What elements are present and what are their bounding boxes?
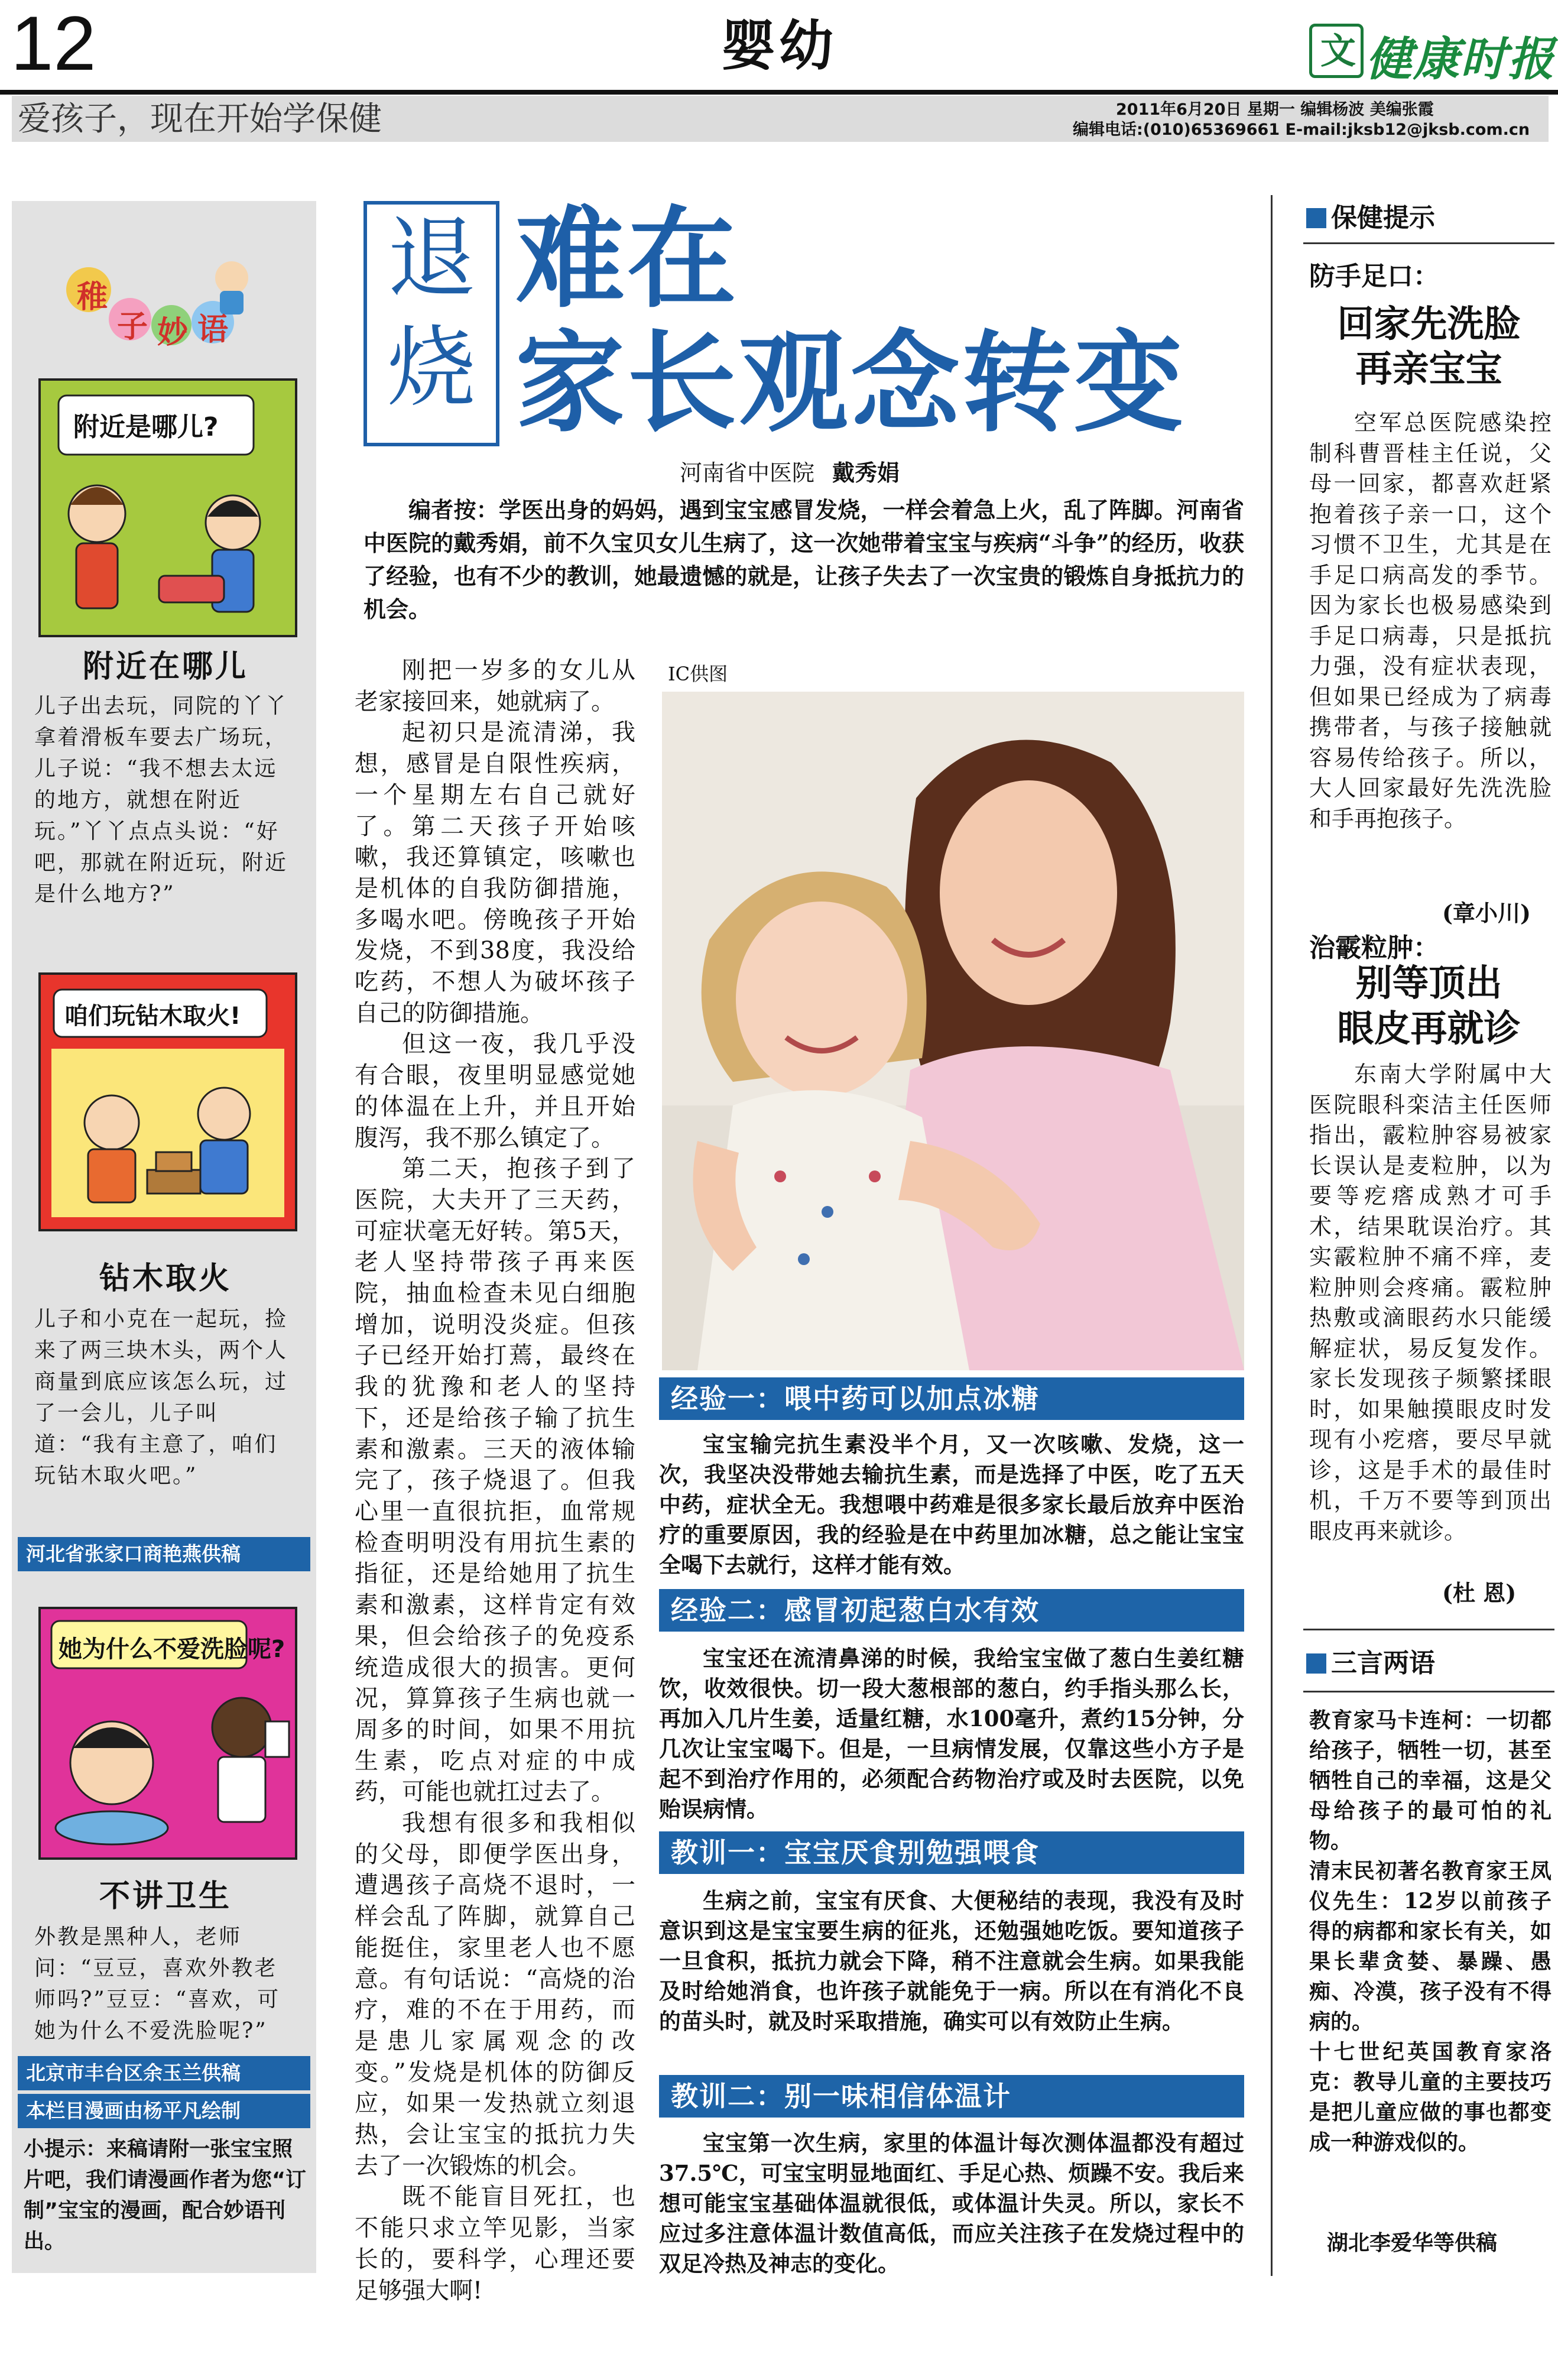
tip-1-kicker: 防手足口： [1309,261,1439,291]
tip-2-title-line-2: 眼皮再就诊 [1337,1007,1521,1050]
cartoon-1-text: 儿子出去玩，同院的丫丫拿着滑板车要去广场玩，儿子说：“我不想去太远的地方，就想在附近玩。”丫丫点点头说：“好吧，那就在附近玩，附近是什么地方?” [34,694,288,906]
cartoon-2-title: 钻木取火 [99,1261,232,1296]
body-paragraph: 刚把一岁多的女儿从老家接回来，她就病了。 [355,657,635,715]
tip-text-4: 宝宝第一次生病，家里的体温计每次测体温都没有超过37.5℃，可宝宝明显地面红、手足心热、烦躁不安。我后来想可能宝宝基础体温就很低，或体温计失灵。所以，家长不应过多注意体温计数值高低，而应关注孩子在发烧过程中的双足冷热及神志的变化。 [659,2130,1244,2277]
cartoon-2 [38,972,297,1231]
cartoon-1-bubble: 附近是哪儿? [73,412,219,442]
quotes-header [1306,1646,1549,1681]
headline-kicker: 退烧 [363,201,499,446]
column-divider [1271,195,1273,2276]
section-marker-icon [1306,1653,1326,1674]
cartoon-3-title: 不讲卫生 [99,1879,232,1914]
cartoon-2-credit: 河北省张家口商艳燕供稿 [18,1537,310,1571]
tip-2-text: 东南大学附属中大医院眼科栾洁主任医师指出，霰粒肿容易被家长误认是麦粒肿，以为要等疙瘩成熟才可手术，结果耽误治疗。其实霰粒肿不痛不痒，麦粒肿则会疼痛。霰粒肿热敷或滴眼药水只能缓解症状，易反复发作。家长发现孩子频繁揉眼时，如果触摸眼皮时发现有小疙瘩，要尽早就诊，这是手术的最佳时机，千万不要等到顶出眼皮再来就诊。 [1309,1061,1551,1544]
section-marker-icon [1306,208,1326,228]
page-slogan: 爱孩子，现在开始学保健 [18,100,382,138]
byline [680,458,900,488]
headline-line-2: 家长观念转变 [515,319,1186,447]
tip-2-kicker: 治霰粒肿： [1309,933,1439,963]
health-tips-title: 保健提示 [1331,203,1435,233]
quotes-list [1309,1705,1551,2158]
strip-char-3: 妙 [157,315,189,351]
body-paragraph: 我想有很多和我相似的父母，即便学医出身，遭遇孩子高烧不退时，一样会乱了阵脚，就算自己能挺住，家里老人也不愿意。有句话说：“高烧的治疗，难的不在于用药，而是患儿家属观念的改变。”发烧是机体的防御反应，如果一发热就立刻退热，会让宝宝的抵抗力失去了一次锻炼的机会。 [355,1810,635,2180]
newspaper-logo [1309,18,1557,86]
tip-1-text: 空军总医院感染控制科曹晋桂主任说，父母一回家，都喜欢赶紧抱着孩子亲一口，这个习惯不卫生，尤其是在手足口病高发的季节。因为家长也极易感染到手足口病毒，只是抵抗力强，没有症状表现，但如果已经成为了病毒携带者，与孩子接触就容易传给孩子。所以，大人回家最好先洗洗脸和手再抱孩子。 [1309,410,1551,832]
article-body [355,655,635,2306]
body-paragraph: 起初只是流清涕，我想，感冒是自限性疾病，一个星期左右自己就好了。第二天孩子开始咳嗽，我还算镇定，咳嗽也是机体的自我防御措施，多喝水吧。傍晚孩子开始发烧，不到38度，我没给吃药，不想人为破坏孩子自己的防御措施。 [355,719,635,1027]
strip-char-2: 子 [117,309,148,345]
header-divider [0,90,1558,95]
quote-item [1309,1856,1551,2037]
cartoon-2-text: 儿子和小克在一起玩，捡来了两三块木头，两个人商量到底应该怎么玩，过了一会儿，儿子叫道：“我有主意了，咱们玩钻木取火吧。” [34,1307,288,1488]
cartoon-1 [38,378,297,637]
cartoon-3 [38,1607,297,1860]
section-rule [1303,1629,1554,1630]
quote-speaker: 十七世纪英国教育家洛克： [1309,2040,1551,2094]
tip-text-3: 生病之前，宝宝有厌食、大便秘结的表现，我没有及时意识到这是宝宝要生病的征兆，还勉强她吃饭。要知道孩子一旦食积，抵抗力就会下降，稍不注意就会生病。如果我能及时给她消食，也许孩子就能免于一病。所以在有消化不良的苗头时，就及时采取措施，确实可以有效防止生病。 [659,1888,1244,2034]
quote-text: 教导儿童的主要技巧是把儿童应做的事也都变成一种游戏似的。 [1309,2070,1551,2155]
body-paragraph: 既不能盲目死扛，也不能只求立竿见影，当家长的，要科学，心理还要足够强大啊! [355,2183,635,2304]
cartoon-2-bubble: 咱们玩钻木取火! [64,1003,241,1030]
tip-heading-1: 经验一：喂中药可以加点冰糖 [659,1377,1244,1420]
tip-2-signature: (杜 恩) [1442,1580,1517,1606]
quote-speaker: 清末民初著名教育家王凤仪先生： [1309,1859,1551,1914]
section-rule [1303,242,1554,244]
strip-char-4: 语 [197,312,229,348]
tip-text-2: 宝宝还在流清鼻涕的时候，我给宝宝做了葱白生姜红糖饮，收效很快。切一段大葱根部的葱白，约手指头那么长，再加入几片生姜，适量红糖，水100毫升，煮约15分钟，分几次让宝宝喝下。但是，一旦病情发展，仅靠这些小方子是起不到治疗作用的，必须配合药物治疗或及时去医院，以免贻误病情。 [659,1645,1244,1822]
body-paragraph: 但这一夜，我几乎没有合眼，夜里明显感觉她的体温在上升，并且开始腹泻，我不那么镇定了。 [355,1030,635,1152]
tip-1-signature: (章小川) [1442,900,1531,926]
strip-logo [65,254,266,361]
tip-heading-2: 经验二：感冒初起葱白水有效 [659,1589,1244,1632]
contact-line: 编辑电话:(010)65369661 E-mail:jksb12@jksb.com.cn [1073,121,1530,139]
quote-speaker: 教育家马卡连柯： [1309,1708,1486,1733]
headline-line-1: 难在 [515,195,739,323]
cartoon-3-bubble: 她为什么不爱洗脸呢? [59,1636,285,1663]
quote-text: 一切都给孩子，牺牲一切，甚至牺牲自己的幸福，这是父母给孩子的最可怕的礼物。 [1309,1708,1551,1853]
health-tips-header [1306,201,1549,235]
quotes-title: 三言两语 [1331,1648,1435,1678]
page-number: 12 [11,0,96,86]
tip-text-1: 宝宝输完抗生素没半个月，又一次咳嗽、发烧，这一次，我坚决没带她去输抗生素，而是选择了中医，吃了五天中药，症状全无。我想喂中药难是很多家长最后放弃中医治疗的重要原因，我的经验是在中药里加冰糖，总之能让宝宝全喝下去就行，这样才能有效。 [659,1431,1244,1578]
byline-author: 戴秀娟 [832,460,900,486]
photo-credit: IC供图 [668,663,728,685]
section-rule [1303,1691,1554,1692]
illustrator-credit: 本栏目漫画由杨平凡绘制 [18,2094,310,2128]
cartoon-3-text: 外教是黑种人，老师问：“豆豆，喜欢外教老师吗?”豆豆：“喜欢，可她为什么不爱洗脸呢?” [34,1925,281,2043]
tip-1-title-line-1: 回家先洗脸 [1337,302,1521,345]
cartoon-1-title: 附近在哪儿 [82,649,248,685]
quote-text: 12岁以前孩子得的病都和家长有关，如果长辈贪婪、暴躁、愚痴、冷漠，孩子没有不得病的。 [1309,1889,1551,2034]
quotes-credit: 湖北李爱华等供稿 [1327,2231,1498,2255]
submission-tip: 小提示：来稿请附一张宝宝照片吧，我们请漫画作者为您“订制”宝宝的漫画，配合妙语刊出。 [24,2138,307,2253]
cartoon-3-credit: 北京市丰台区余玉兰供稿 [18,2056,310,2090]
tip-heading-4: 教训二：别一味相信体温计 [659,2075,1244,2118]
logo-emblem-icon [1309,24,1364,78]
byline-source: 河南省中医院 [680,460,815,486]
strip-char-1: 稚 [77,280,108,315]
tip-heading-3: 教训一：宝宝厌食别勉强喂食 [659,1831,1244,1874]
quote-item [1309,1705,1551,1856]
tip-2-title-line-1: 别等顶出 [1355,961,1502,1004]
mother-daughter-photo [662,692,1244,1370]
quote-item [1309,2037,1551,2158]
editor-note: 编者按：学医出身的妈妈，遇到宝宝感冒发烧，一样会着急上火，乱了阵脚。河南省中医院的戴秀娟，前不久宝贝女儿生病了，这一次她带着宝宝与疾病“斗争”的经历，收获了经验，也有不少的教训，她最遗憾的就是，让孩子失去了一次宝贵的锻炼自身抵抗力的机会。 [363,497,1244,622]
svg-text:文: 文 [1320,31,1356,72]
newspaper-name: 健康时报 [1366,33,1556,86]
body-paragraph: 第二天，抱孩子到了医院，大夫开了三天药，可症状毫无好转。第5天，老人坚持带孩子再来医院，抽血检查未见白细胞增加，说明没炎症。但孩子已经开始打蔫，最终在我的犹豫和老人的坚持下，还是给孩子输了抗生素和激素。三天的液体输完了，孩子烧退了。但我心里一直很抗拒，血常规检查明明没有用抗生素的指征，还是给她用了抗生素和激素，这样肯定有效果，但会给孩子的免疫系统造成很大的损害。更何况，算算孩子生病也就一周多的时间，如果不用抗生素，吃点对症的中成药，可能也就扛过去了。 [355,1155,635,1806]
date-editor-line: 2011年6月20日 星期一 编辑杨波 美编张霞 [1116,100,1434,119]
tip-1-title-line-2: 再亲宝宝 [1355,347,1502,390]
section-title: 婴幼 [721,14,838,77]
